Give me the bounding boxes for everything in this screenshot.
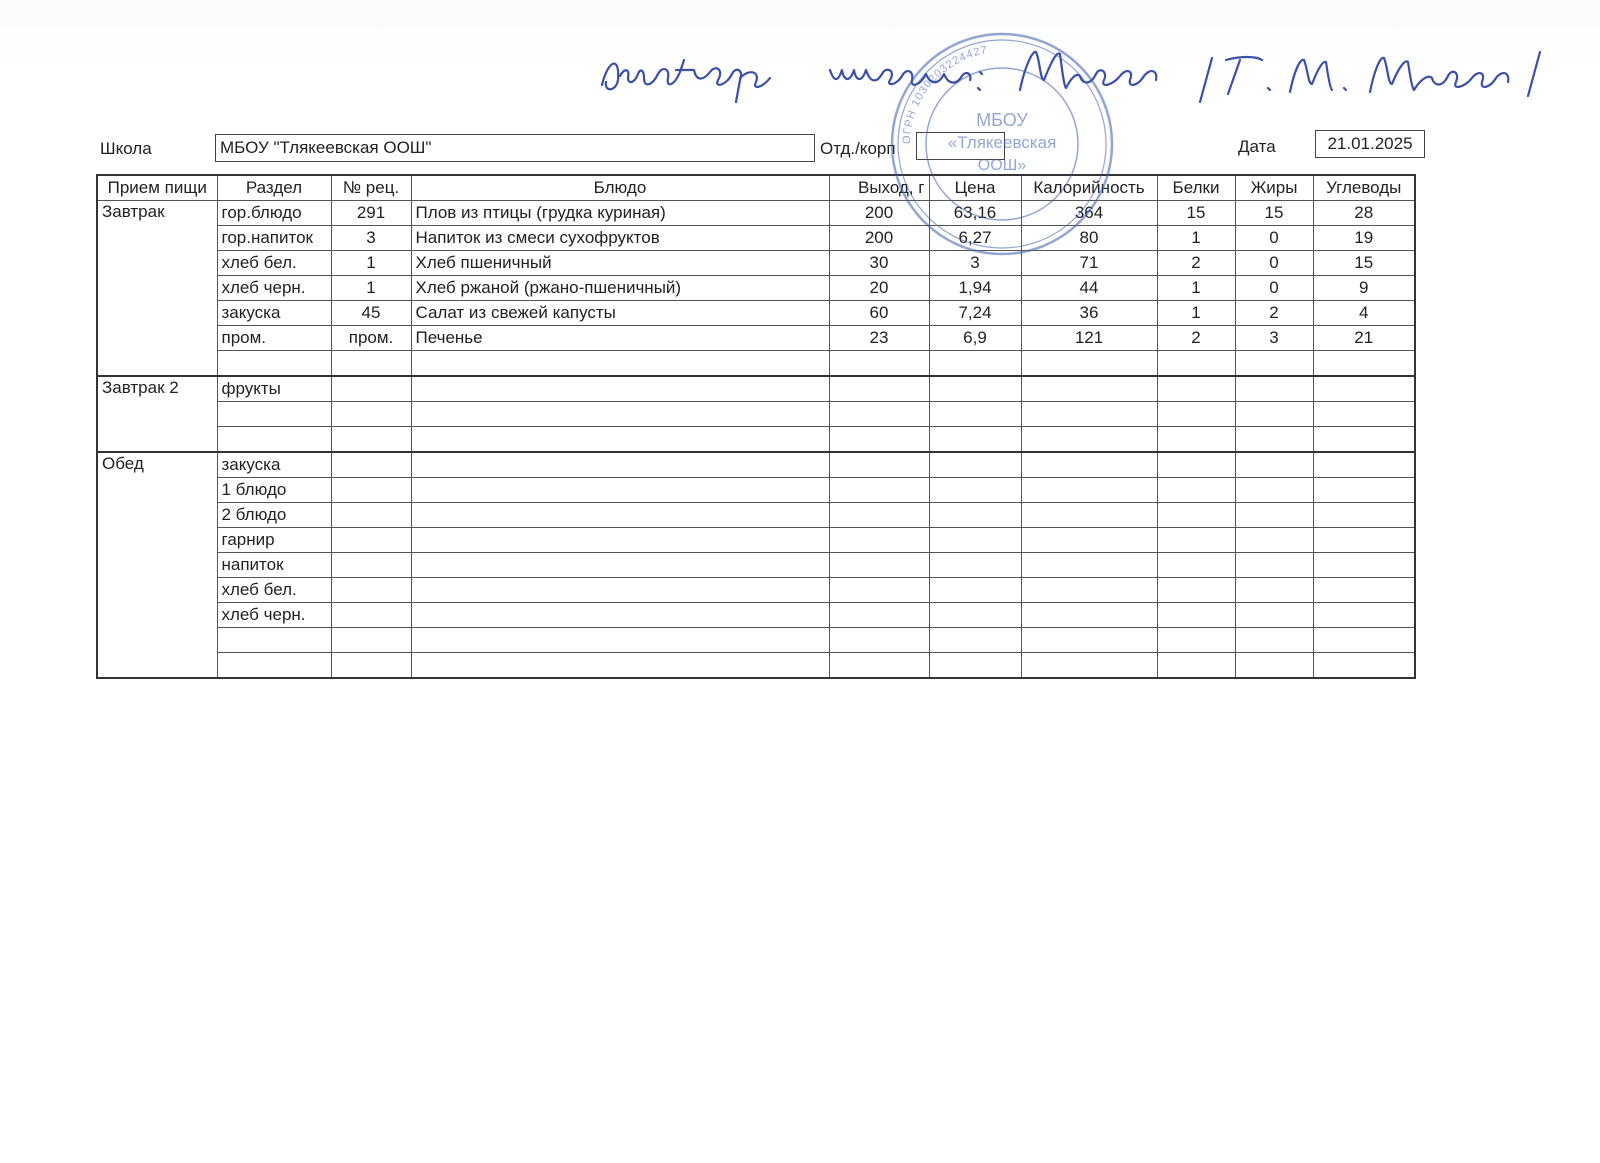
yield-cell [829, 578, 929, 603]
fat-cell: 0 [1235, 251, 1313, 276]
fat-cell [1235, 427, 1313, 453]
section-cell: хлеб черн. [217, 276, 331, 301]
price-cell: 3 [929, 251, 1021, 276]
fat-cell [1235, 653, 1313, 679]
dish-cell: Хлеб пшеничный [411, 251, 829, 276]
table-row [97, 653, 1415, 679]
kcal-cell [1021, 528, 1157, 553]
protein-cell [1157, 478, 1235, 503]
protein-cell: 1 [1157, 226, 1235, 251]
fat-cell [1235, 402, 1313, 427]
fat-cell: 3 [1235, 326, 1313, 351]
yield-cell [829, 528, 929, 553]
protein-cell [1157, 528, 1235, 553]
price-cell [929, 427, 1021, 453]
kcal-cell [1021, 351, 1157, 377]
carbs-cell: 28 [1313, 201, 1415, 226]
kcal-cell [1021, 503, 1157, 528]
meal-cell: Завтрак [97, 201, 217, 377]
col-header-yield: Выход, г [829, 175, 929, 201]
recipe-cell: 45 [331, 301, 411, 326]
kcal-cell: 364 [1021, 201, 1157, 226]
fat-cell [1235, 628, 1313, 653]
protein-cell: 2 [1157, 251, 1235, 276]
carbs-cell: 19 [1313, 226, 1415, 251]
protein-cell: 2 [1157, 326, 1235, 351]
recipe-cell [331, 351, 411, 377]
fat-cell [1235, 603, 1313, 628]
seal-line-2: «Тлякеевская [947, 133, 1057, 152]
kcal-cell [1021, 427, 1157, 453]
recipe-cell: 291 [331, 201, 411, 226]
price-cell: 1,94 [929, 276, 1021, 301]
section-cell: 1 блюдо [217, 478, 331, 503]
table-row [97, 553, 1415, 578]
protein-cell [1157, 427, 1235, 453]
carbs-cell [1313, 427, 1415, 453]
kcal-cell [1021, 376, 1157, 402]
protein-cell [1157, 503, 1235, 528]
kcal-cell: 121 [1021, 326, 1157, 351]
table-header-row [97, 175, 1415, 201]
fat-cell: 15 [1235, 201, 1313, 226]
price-cell: 7,24 [929, 301, 1021, 326]
dish-cell [411, 376, 829, 402]
price-cell [929, 351, 1021, 377]
recipe-cell [331, 452, 411, 478]
yield-cell: 200 [829, 226, 929, 251]
col-header-protein: Белки [1157, 175, 1235, 201]
protein-cell: 15 [1157, 201, 1235, 226]
section-cell: гарнир [217, 528, 331, 553]
section-cell [217, 628, 331, 653]
dish-cell [411, 628, 829, 653]
dish-cell [411, 603, 829, 628]
recipe-cell [331, 628, 411, 653]
section-cell: закуска [217, 452, 331, 478]
kcal-cell [1021, 628, 1157, 653]
yield-cell [829, 351, 929, 377]
table-row [97, 628, 1415, 653]
dish-cell [411, 503, 829, 528]
seal-line-1: МБОУ [976, 110, 1028, 130]
fat-cell [1235, 452, 1313, 478]
table-row [97, 503, 1415, 528]
price-cell [929, 578, 1021, 603]
dish-cell [411, 578, 829, 603]
menu-table [96, 174, 1416, 679]
price-cell: 6,27 [929, 226, 1021, 251]
carbs-cell [1313, 402, 1415, 427]
fat-cell [1235, 478, 1313, 503]
fat-cell: 0 [1235, 226, 1313, 251]
recipe-cell [331, 503, 411, 528]
price-cell: 63,16 [929, 201, 1021, 226]
kcal-cell [1021, 603, 1157, 628]
carbs-cell [1313, 478, 1415, 503]
price-cell: 6,9 [929, 326, 1021, 351]
recipe-cell: 1 [331, 276, 411, 301]
carbs-cell [1313, 628, 1415, 653]
yield-cell [829, 452, 929, 478]
yield-cell [829, 603, 929, 628]
carbs-cell [1313, 376, 1415, 402]
price-cell [929, 528, 1021, 553]
kcal-cell [1021, 578, 1157, 603]
section-cell: хлеб бел. [217, 578, 331, 603]
price-cell [929, 503, 1021, 528]
yield-cell [829, 653, 929, 679]
section-cell: закуска [217, 301, 331, 326]
carbs-cell: 4 [1313, 301, 1415, 326]
section-cell: фрукты [217, 376, 331, 402]
table-row [97, 301, 1415, 326]
section-cell: гор.блюдо [217, 201, 331, 226]
fat-cell: 0 [1235, 276, 1313, 301]
dish-cell: Плов из птицы (грудка куриная) [411, 201, 829, 226]
carbs-cell [1313, 528, 1415, 553]
col-header-carbs: Углеводы [1313, 175, 1415, 201]
protein-cell [1157, 376, 1235, 402]
section-cell [217, 402, 331, 427]
yield-cell [829, 478, 929, 503]
table-row [97, 452, 1415, 478]
protein-cell [1157, 628, 1235, 653]
kcal-cell [1021, 553, 1157, 578]
col-header-kcal: Калорийность [1021, 175, 1157, 201]
protein-cell [1157, 653, 1235, 679]
section-cell: хлеб черн. [217, 603, 331, 628]
yield-cell: 30 [829, 251, 929, 276]
col-header-dish: Блюдо [411, 175, 829, 201]
carbs-cell [1313, 452, 1415, 478]
recipe-cell [331, 478, 411, 503]
table-row [97, 427, 1415, 453]
table-row [97, 326, 1415, 351]
meal-cell: Завтрак 2 [97, 376, 217, 452]
price-cell [929, 452, 1021, 478]
price-cell [929, 653, 1021, 679]
section-cell: пром. [217, 326, 331, 351]
yield-cell [829, 376, 929, 402]
dish-cell [411, 427, 829, 453]
dish-cell: Напиток из смеси сухофруктов [411, 226, 829, 251]
signature-drawing [600, 30, 1550, 110]
dish-cell [411, 528, 829, 553]
col-header-recipe: № рец. [331, 175, 411, 201]
table-row [97, 226, 1415, 251]
recipe-cell: 3 [331, 226, 411, 251]
section-cell: гор.напиток [217, 226, 331, 251]
fat-cell [1235, 503, 1313, 528]
seal-ring-text: ОГРН 1030203224427 [900, 44, 989, 145]
date-label: Дата [1238, 137, 1276, 156]
meal-cell: Обед [97, 452, 217, 678]
col-header-section: Раздел [217, 175, 331, 201]
yield-cell [829, 427, 929, 453]
handwritten-signature [600, 30, 1550, 110]
table-row [97, 528, 1415, 553]
protein-cell [1157, 402, 1235, 427]
dish-cell [411, 452, 829, 478]
fat-cell [1235, 553, 1313, 578]
kcal-cell: 44 [1021, 276, 1157, 301]
yield-cell: 200 [829, 201, 929, 226]
section-cell [217, 427, 331, 453]
recipe-cell [331, 528, 411, 553]
recipe-cell [331, 427, 411, 453]
carbs-cell [1313, 351, 1415, 377]
kcal-cell [1021, 402, 1157, 427]
section-cell: хлеб бел. [217, 251, 331, 276]
yield-cell [829, 503, 929, 528]
dish-cell [411, 478, 829, 503]
dish-cell [411, 351, 829, 377]
recipe-cell: пром. [331, 326, 411, 351]
table-row [97, 376, 1415, 402]
col-header-fat: Жиры [1235, 175, 1313, 201]
school-value: МБОУ "Тлякеевская ООШ" [220, 138, 432, 157]
branch-field[interactable] [916, 132, 1005, 160]
recipe-cell [331, 578, 411, 603]
table-row [97, 478, 1415, 503]
date-field[interactable] [1315, 130, 1425, 158]
carbs-cell [1313, 603, 1415, 628]
recipe-cell: 1 [331, 251, 411, 276]
table-row [97, 201, 1415, 226]
carbs-cell [1313, 503, 1415, 528]
yield-cell: 60 [829, 301, 929, 326]
price-cell [929, 553, 1021, 578]
protein-cell: 1 [1157, 276, 1235, 301]
kcal-cell [1021, 452, 1157, 478]
section-cell: 2 блюдо [217, 503, 331, 528]
table-row [97, 276, 1415, 301]
table-row [97, 603, 1415, 628]
dish-cell [411, 653, 829, 679]
section-cell [217, 351, 331, 377]
yield-cell: 20 [829, 276, 929, 301]
protein-cell [1157, 578, 1235, 603]
dish-cell [411, 402, 829, 427]
yield-cell [829, 553, 929, 578]
yield-cell [829, 628, 929, 653]
section-cell: напиток [217, 553, 331, 578]
dish-cell: Хлеб ржаной (ржано-пшеничный) [411, 276, 829, 301]
dish-cell: Печенье [411, 326, 829, 351]
kcal-cell: 80 [1021, 226, 1157, 251]
fat-cell [1235, 376, 1313, 402]
carbs-cell: 15 [1313, 251, 1415, 276]
kcal-cell [1021, 478, 1157, 503]
carbs-cell: 9 [1313, 276, 1415, 301]
col-header-meal: Прием пищи [97, 175, 217, 201]
protein-cell: 1 [1157, 301, 1235, 326]
seal-line-3: ООШ» [977, 157, 1027, 174]
yield-cell: 23 [829, 326, 929, 351]
recipe-cell [331, 402, 411, 427]
dish-cell [411, 553, 829, 578]
price-cell [929, 402, 1021, 427]
price-cell [929, 628, 1021, 653]
dish-cell: Салат из свежей капусты [411, 301, 829, 326]
protein-cell [1157, 351, 1235, 377]
school-field[interactable] [215, 134, 815, 162]
kcal-cell: 36 [1021, 301, 1157, 326]
fat-cell [1235, 528, 1313, 553]
carbs-cell [1313, 553, 1415, 578]
kcal-cell [1021, 653, 1157, 679]
branch-label: Отд./корп [820, 139, 896, 158]
carbs-cell [1313, 653, 1415, 679]
protein-cell [1157, 452, 1235, 478]
section-cell [217, 653, 331, 679]
table-row [97, 578, 1415, 603]
table-row [97, 402, 1415, 427]
protein-cell [1157, 603, 1235, 628]
price-cell [929, 603, 1021, 628]
recipe-cell [331, 653, 411, 679]
recipe-cell [331, 553, 411, 578]
school-label: Школа [100, 139, 152, 158]
protein-cell [1157, 553, 1235, 578]
kcal-cell: 71 [1021, 251, 1157, 276]
fat-cell: 2 [1235, 301, 1313, 326]
table-body [97, 201, 1415, 679]
carbs-cell: 21 [1313, 326, 1415, 351]
recipe-cell [331, 603, 411, 628]
price-cell [929, 478, 1021, 503]
yield-cell [829, 402, 929, 427]
table-row [97, 251, 1415, 276]
date-value: 21.01.2025 [1327, 134, 1413, 153]
fat-cell [1235, 578, 1313, 603]
recipe-cell [331, 376, 411, 402]
carbs-cell [1313, 578, 1415, 603]
table-row [97, 351, 1415, 377]
col-header-price: Цена [929, 175, 1021, 201]
price-cell [929, 376, 1021, 402]
fat-cell [1235, 351, 1313, 377]
